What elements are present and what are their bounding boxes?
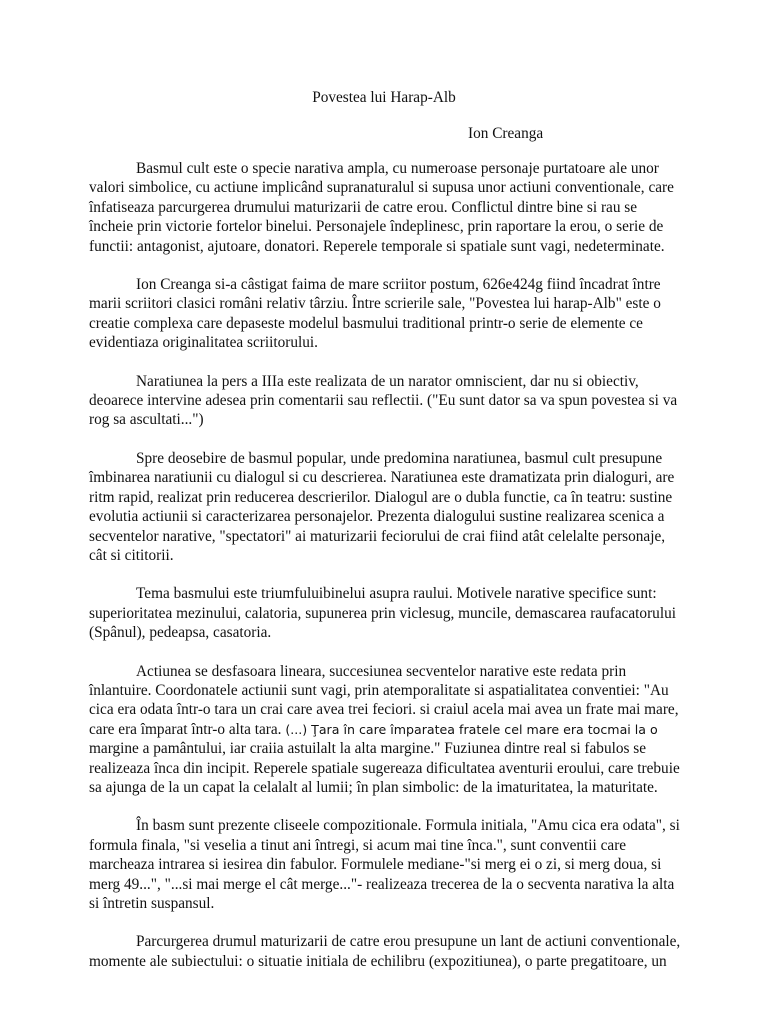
paragraph-3: Naratiunea la pers a IIIa este realizata de un narator omniscient, dar nu si obiectiv, deoarece intervine adesea prin comentarii sau reflectii. ("Eu sunt dator sa va spun povestea si va rog sa ascultati...") (89, 372, 678, 429)
paragraph-8: Parcurgerea drumul maturizarii de catre erou presupune un lant de actiuni conventionale, momente ale subiectului: o situatie initiala de echilibru (expozitiunea), o parte pregatitoare, un (89, 933, 681, 970)
document-author: Ion Creanga (468, 125, 544, 142)
paragraph-6 (89, 662, 685, 798)
paragraph-2: Ion Creanga si-a câstigat faima de mare scriitor postum, 626e424g fiind încadrat între marii scriitori clasici români relativ târziu. Între scrierile sale, "Povestea lui harap-Alb" este o creatie complexa care depaseste modelul basmului traditional printr-o serie de elemente ce evidentiaza originalitatea scriitorului. (89, 276, 661, 352)
document-title: Povestea lui Harap-Alb (312, 89, 456, 106)
paragraph-4: Spre deosebire de basmul popular, unde predomina naratiunea, basmul cult presupune îmbinarea naratiunii cu dialogul si cu descrierea. Naratiunea este dramatizata prin dialoguri, are ritm rapid, realizat prin reducerea descrierilor. Dialogul are o dubla functie, ca în teatru: sustine evolutia actiunii si caracterizarea personajelor. Prezenta dialogului sustine realizarea scenica a secventelor narative, "spectatori" ai maturizarii feciorului de crai fiind atât celelalte personaje, cât si cititorii. (89, 449, 675, 564)
paragraph-6-part-2: margine a pamântului, iar craiia astuilalt la alta margine." Fuziunea dintre real si fabulos se realizeaza înca din incipit. Reperele spatiale sugereaza dificultatea aventurii eroului, care trebuie sa ajunga de la un capat la celalalt al lumii; în plan simbolic: de la imaturitatea, la maturitate. (89, 740, 680, 796)
paragraph-6-part-1: Actiunea se desfasoara lineara, succesiunea secventelor narative este redata prin înlantuire. Coordonatele actiunii sunt vagi, prin atemporalitate si aspatialitatea conventiei: "Au cica era odata într-o tara un crai care avea trei feciori. si craiul acela mai avea un frate mai mare, care era împarat într-o alta tara. (89, 662, 679, 738)
paragraph-5: Tema basmului este triumfuluibinelui asupra raului. Motivele narative specifice sunt: superioritatea mezinului, calatoria, supunerea prin viclesug, muncile, demascarea raufacatorului (Spânul), pedeapsa, casatoria. (89, 585, 676, 642)
paragraph-6-quote-alt-font: (...) Ţara în care împaratea fratele cel mare era tocmai la o (285, 721, 658, 737)
document-body (89, 159, 685, 990)
paragraph-1: Basmul cult este o specie narativa ampla, cu numeroase personaje purtatoare ale unor valori simbolice, cu actiune implicând supranaturalul si supusa unor actiuni conventionale, care înfatiseaza parcurgerea drumului maturizarii de catre erou. Conflictul dintre bine si rau se încheie prin victorie fortelor binelui. Personajele îndeplinesc, prin raportare la erou, o serie de functii: antagonist, ajutoare, donatori. Reperele temporale si spatiale sunt vagi, nedeterminate. (89, 160, 674, 255)
paragraph-7: În basm sunt prezente cliseele compozitionale. Formula initiala, "Amu cica era odata", si formula finala, "si veselia a tinut ani întregi, si acum mai tine înca.", sunt conventii care marcheaza intrarea si iesirea din fabulor. Formulele mediane-"si merg ei o zi, si merg doua, si merg 49...", "...si mai merge el cât merge..."- realizeaza trecerea de la o secventa narativa la alta si întretin suspansul. (89, 817, 680, 912)
